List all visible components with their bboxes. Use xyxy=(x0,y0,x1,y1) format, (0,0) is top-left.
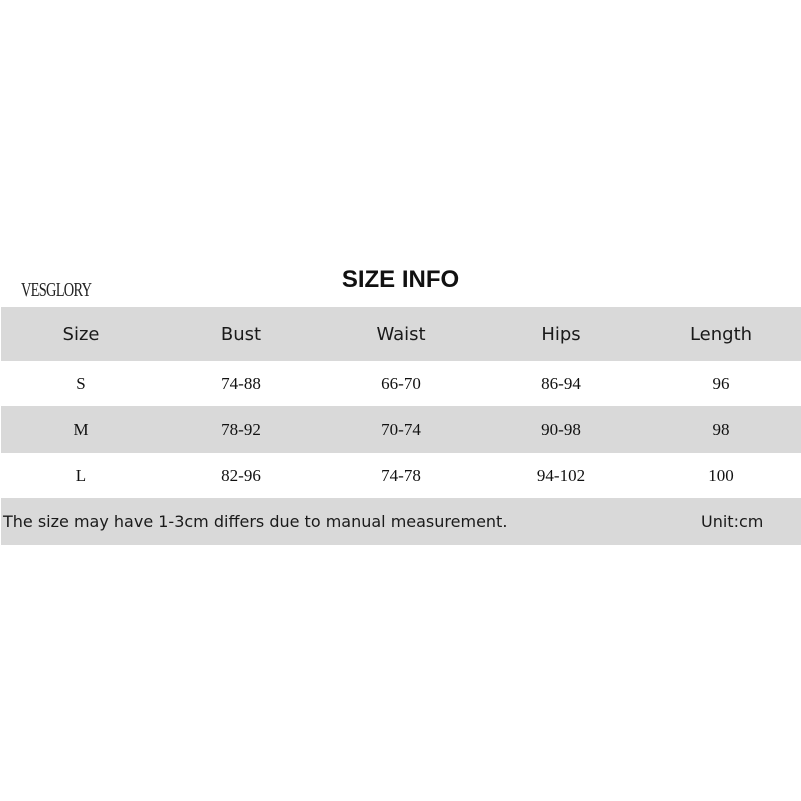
brand-logo: VESGLORY xyxy=(21,279,92,301)
cell-waist: 66-70 xyxy=(381,373,421,393)
measurement-note: The size may have 1-3cm differs due to manual measurement. xyxy=(3,512,508,531)
header-bust: Bust xyxy=(220,323,262,345)
unit-label: Unit:cm xyxy=(701,512,764,531)
table-row xyxy=(1,453,801,498)
cell-size: L xyxy=(75,465,87,485)
header-size: Size xyxy=(62,323,100,345)
table-footer-row xyxy=(1,498,801,545)
cell-bust: 78-92 xyxy=(221,419,261,439)
cell-waist: 70-74 xyxy=(381,419,421,439)
cell-hips: 90-98 xyxy=(541,419,581,439)
cell-length: 98 xyxy=(712,419,730,439)
page-title: SIZE INFO xyxy=(341,266,460,293)
cell-hips: 86-94 xyxy=(541,373,581,393)
cell-waist: 74-78 xyxy=(381,465,421,485)
header-length: Length xyxy=(689,323,753,345)
cell-size: M xyxy=(73,419,89,439)
cell-length: 96 xyxy=(712,373,730,393)
header-hips: Hips xyxy=(541,323,581,345)
table-header-row xyxy=(1,307,801,361)
table-row xyxy=(1,361,801,406)
cell-size: S xyxy=(76,373,86,393)
cell-hips: 94-102 xyxy=(536,465,586,485)
cell-length: 100 xyxy=(708,465,734,485)
cell-bust: 74-88 xyxy=(221,373,261,393)
cell-bust: 82-96 xyxy=(221,465,261,485)
table-row xyxy=(1,406,801,453)
header-waist: Waist xyxy=(376,323,426,345)
